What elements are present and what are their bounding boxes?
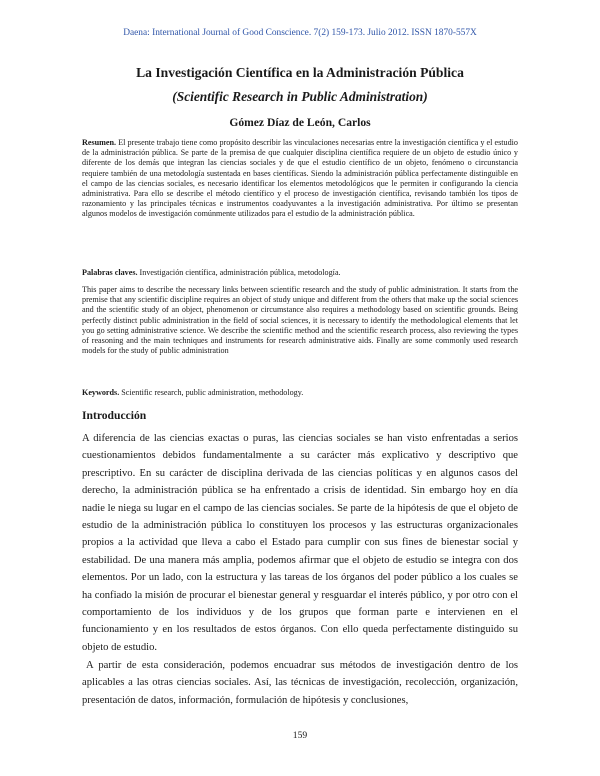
keywords-label: Palabras claves. bbox=[82, 268, 138, 277]
abstract-label: Resumen. bbox=[82, 138, 117, 147]
keywords-text: Investigación científica, administración pública, metodología. bbox=[137, 268, 341, 277]
running-header: Daena: International Journal of Good Conscience. 7(2) 159-173. Julio 2012. ISSN 1870-557X bbox=[123, 28, 477, 38]
section-heading-introduction: Introducción bbox=[82, 409, 147, 422]
abstract-spanish bbox=[82, 138, 518, 220]
body-paragraph-2: A partir de esta consideración, podemos encuadrar sus métodos de investigación dentro de los aplicables a las otras ciencias sociales. Así, las técnicas de investigación, recolección, organización, presentación de datos, información, formulación de hipótesis y conclusiones, bbox=[82, 660, 518, 706]
page-number: 159 bbox=[292, 730, 308, 741]
keywords-en-text: Scientific research, public administration, methodology. bbox=[119, 388, 304, 397]
abstract-english: This paper aims to describe the necessary links between scientific research and the study of public administration. It starts from the premise that any scientific discipline requires an object of study unique and different from the others that make up the social sciences and the scientific study of an object, phenomenon or circumstance also requires a methodology based on scientific grounds. Being perfectly distinct public administration in the field of social sciences, it is necessary to identify the methodological elements that let you go setting administrative science. We describe the scientific method and the scientific research process, also reviewing the types of reasoning and the main techniques and instruments for research administrative aids. Finally are some commonly used research models for the study of public administration bbox=[82, 285, 518, 356]
abstract-text: El presente trabajo tiene como propósito describir las vinculaciones necesarias entre la investigación científica y el estudio de la administración pública. Se parte de la premisa de que cualquier disciplina científica requiere de un objeto de estudio único y diferente de los demás que integran las ciencias sociales y de que el estudio científico de un objeto, fenómeno o circunstancia requiere también de una metodología sustentada en bases científicas. Siendo la administración pública perfectamente distinguible en el campo de las ciencias sociales, es necesario identificar los elementos metodológicos que le permiten ir configurando la ciencia administrativa. Para ello se describe el método científico y el proceso de investigación científica, revisando también los tipos de razonamiento y las principales técnicas e instrumentos coadyuvantes a la investigación administrativa. Por último se presentan algunos modelos de investigación comúnmente utilizados para el estudio de la administración pública. bbox=[82, 138, 518, 219]
article-title: La Investigación Científica en la Administración Pública bbox=[136, 65, 464, 80]
keywords-english bbox=[82, 388, 518, 398]
article-subtitle: (Scientific Research in Public Administration) bbox=[172, 89, 428, 104]
keywords-en-label: Keywords. bbox=[82, 388, 120, 397]
article-author: Gómez Díaz de León, Carlos bbox=[229, 116, 371, 129]
body-paragraph-1: A diferencia de las ciencias exactas o puras, las ciencias sociales se han visto enfrentadas a serios cuestionamientos debidos fundamentalmente a su carácter más explicativo y descriptivo que prescriptivo. En su carácter de disciplina derivada de las ciencias políticas y en algunos casos del derecho, la administración pública se ha enfrentado a crisis de identidad. Sin embargo hoy en día nadie le niega su lugar en el campo de las ciencias sociales. Se parte de la hipótesis de que el objeto de estudio de la administración pública lo constituyen los procesos y las estructuras organizacionales propios a la actividad que lleva a cabo el Estado para cumplir con sus fines de bienestar social y estabilidad. De una manera más amplia, podemos afirmar que el objeto de estudio se integra con dos elementos. Por un lado, con la estructura y las tareas de los órganos del poder público a los cuales se ha confiado la misión de procurar el bienestar general y resguardar el interés público, y por otro con el comportamiento de los individuos y de los grupos que forman parte e intervienen en el funcionamiento y en los resultados de estos órganos. Con ello queda perfectamente distinguido su objeto de estudio. bbox=[82, 433, 518, 653]
keywords-spanish bbox=[82, 268, 518, 278]
